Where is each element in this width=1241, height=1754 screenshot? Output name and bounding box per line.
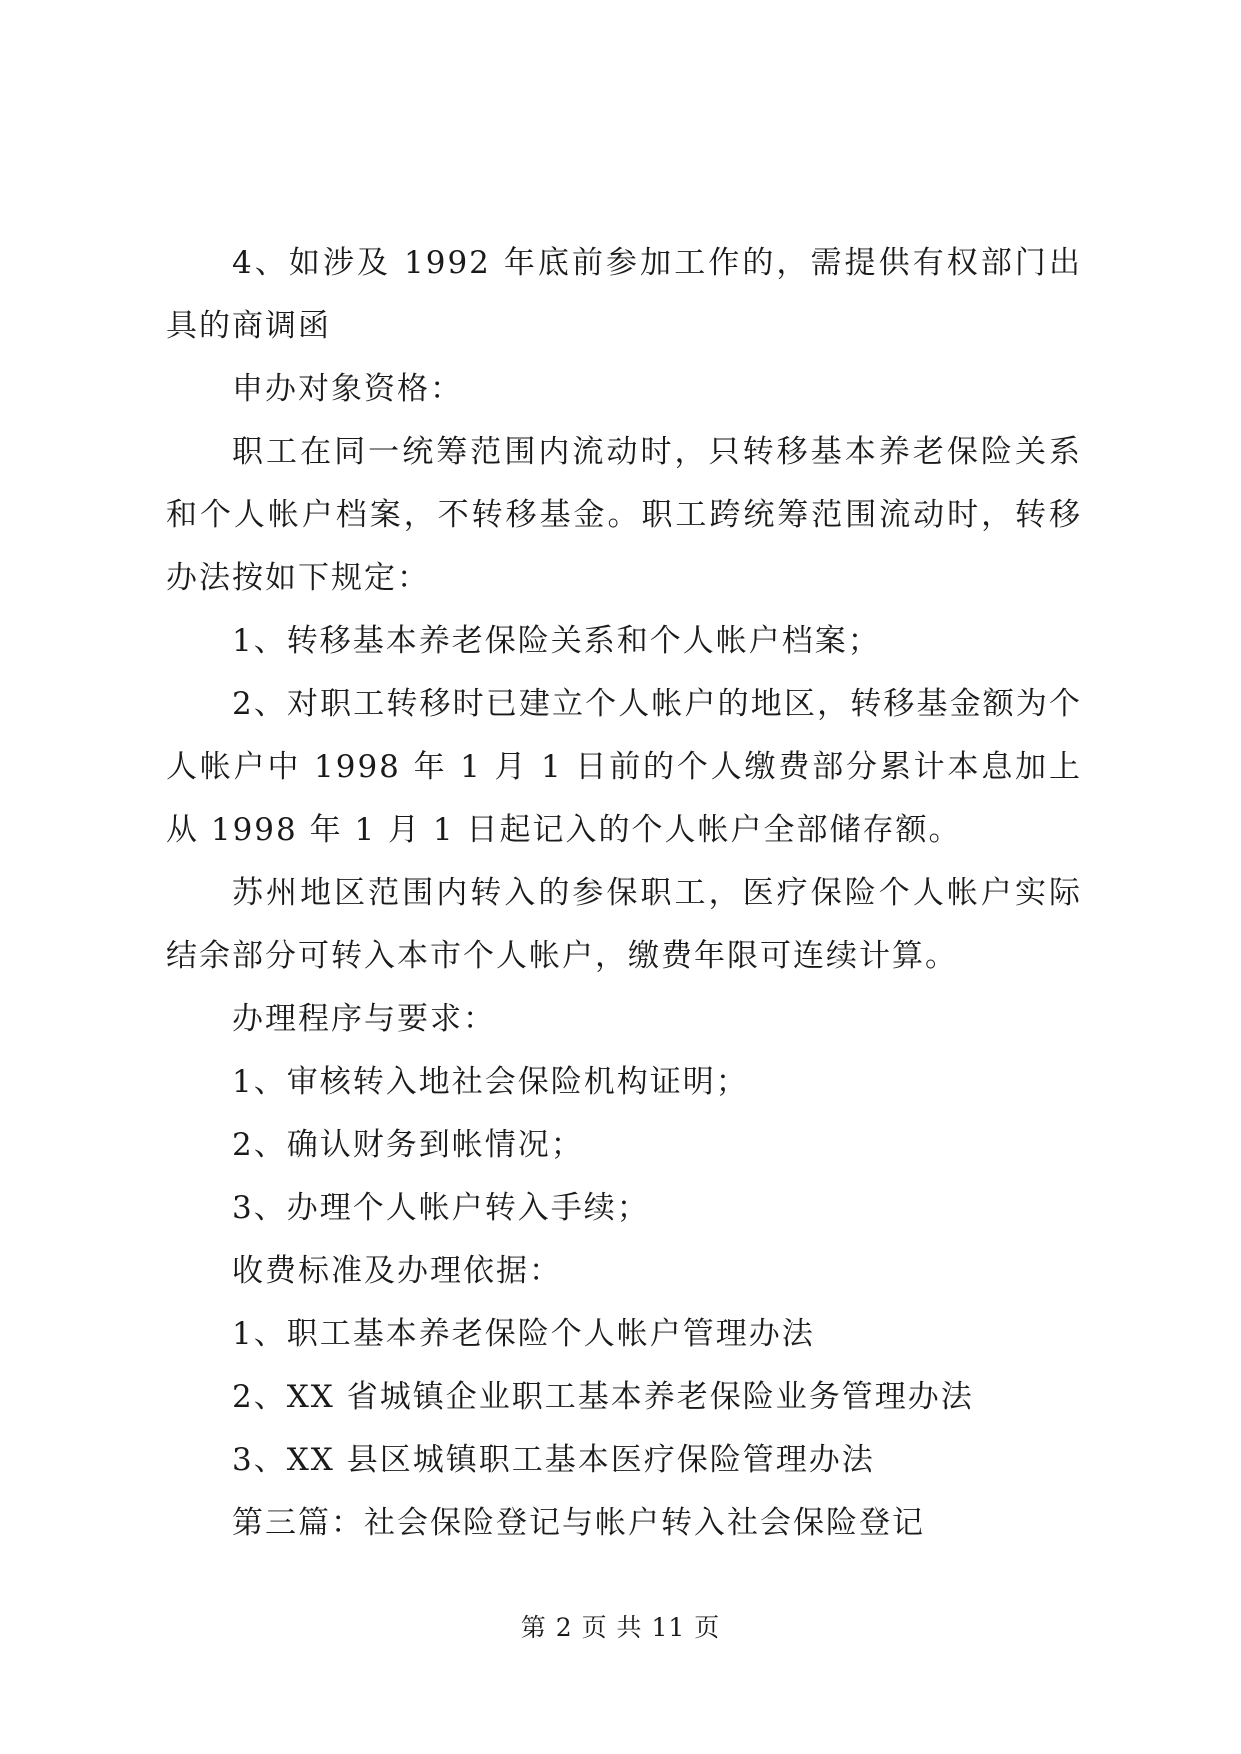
paragraph-rule-2: 2、对职工转移时已建立个人帐户的地区，转移基金额为个人帐户中 1998 年 1 月 1 日前的个人缴费部分累计本息加上从 1998 年 1 月 1 日起记入的个人帐户全部储存额。 <box>166 686 1082 848</box>
document-body <box>166 232 1082 1555</box>
paragraph-rule-1: 1、转移基本养老保险关系和个人帐户档案； <box>232 623 881 659</box>
heading-procedure: 办理程序与要求： <box>232 1001 496 1037</box>
heading-fee-basis: 收费标准及办理依据： <box>232 1253 562 1289</box>
paragraph-requirement-4: 4、如涉及 1992 年底前参加工作的，需提供有权部门出具的商调函 <box>166 245 1082 344</box>
paragraph-procedure-1: 1、审核转入地社会保险机构证明； <box>232 1064 749 1100</box>
paragraph-procedure-3: 3、办理个人帐户转入手续； <box>232 1190 650 1226</box>
paragraph-basis-2: 2、XX 省城镇企业职工基本养老保险业务管理办法 <box>232 1379 974 1415</box>
heading-part-three: 第三篇：社会保险登记与帐户转入社会保险登记 <box>232 1505 925 1541</box>
paragraph-basis-3: 3、XX 县区城镇职工基本医疗保险管理办法 <box>232 1442 875 1478</box>
paragraph-suzhou-transfer: 苏州地区范围内转入的参保职工，医疗保险个人帐户实际结余部分可转入本市个人帐户，缴费年限可连续计算。 <box>166 875 1082 974</box>
heading-applicant-qualification: 申办对象资格： <box>232 371 463 407</box>
paragraph-transfer-rules: 职工在同一统筹范围内流动时，只转移基本养老保险关系和个人帐户档案，不转移基金。职工跨统筹范围流动时，转移办法按如下规定： <box>166 434 1082 596</box>
page-number-label: 第 2 页 共 11 页 <box>520 1613 721 1642</box>
paragraph-procedure-2: 2、确认财务到帐情况； <box>232 1127 584 1163</box>
page-footer <box>0 1611 1241 1645</box>
paragraph-basis-1: 1、职工基本养老保险个人帐户管理办法 <box>232 1316 815 1352</box>
